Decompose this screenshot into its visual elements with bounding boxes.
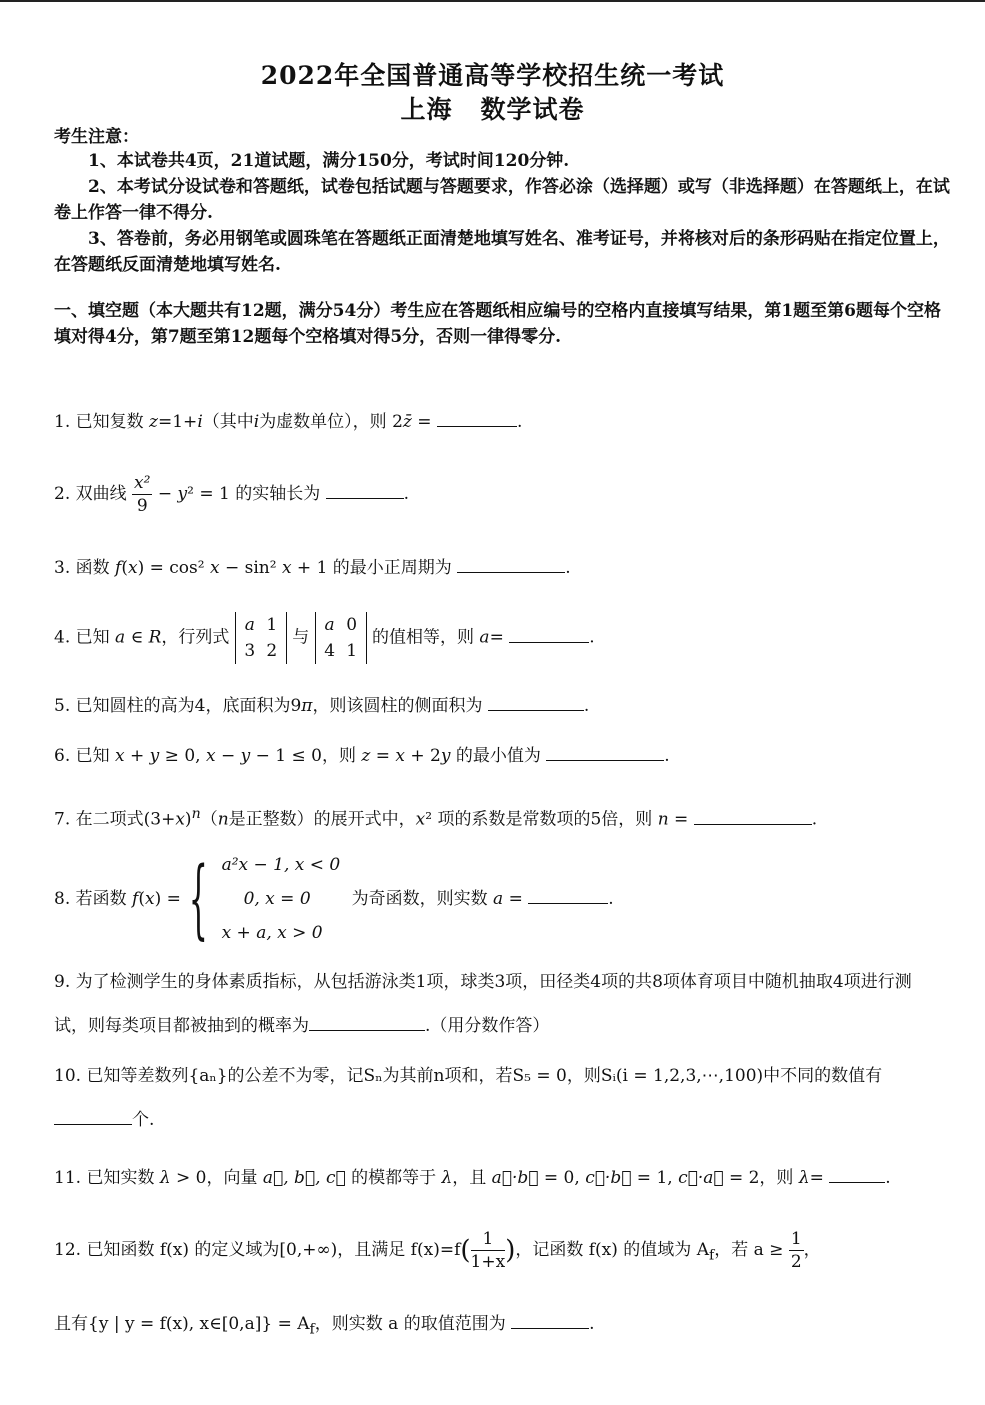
section-1-heading: 一、填空题（本大题共有12题，满分54分）考生应在答题纸相应编号的空格内直接填写结果，第1题至第6题每个空格填对得4分，第7题至第12题每个空格填对得5分，否则一律得零分. — [54, 301, 941, 347]
determinant-1: a 1 3 2 — [235, 612, 287, 664]
answer-blank-1[interactable] — [437, 408, 517, 427]
question-12-line-2: 且有{y | y = f(x), x∈[0,a]} = $A_f$，则实数 a 的取值范围为 . — [54, 1310, 954, 1343]
answer-blank-4[interactable] — [509, 624, 589, 643]
fraction-1-over-2: $\frac{1}{2}$ — [790, 1229, 802, 1272]
top-rule — [0, 0, 985, 2]
answer-blank-2[interactable] — [326, 480, 404, 499]
left-brace: { — [188, 849, 208, 949]
answer-blank-8[interactable] — [528, 885, 608, 904]
question-2: 2. 双曲线 $\frac{\text{x²}}{9}$ − y² = 1 的实轴长为 . — [54, 473, 410, 516]
question-12-line-1: 12. 已知函数 f(x) 的定义域为[0,+∞)，且满足 f(x)=f( $\frac{1}{1+x}$ )，记函数 f(x) 的值域为 $A_f$，若 a ≥ $\frac{1}{2}$ ， — [54, 1229, 821, 1272]
answer-blank-6[interactable] — [546, 742, 664, 761]
notice-item-2: 2、本考试分设试卷和答题纸，试卷包括试题与答题要求，作答必涂（选择题）或写（非选择题）在答题纸上，在试卷上作答一律不得分. — [54, 177, 950, 223]
question-8: 8. 若函数 f(x) ={ a²x − 1, x < 0 0, x = 0 x + a, x > 0 为奇函数，则实数 a = . — [54, 849, 614, 949]
question-9: 9. 为了检测学生的身体素质指标，从包括游泳类1项，球类3项，田径类4项的共8项体育项目中随机抽取4项进行测试，则每类项目都被抽到的概率为 .（用分数作答） — [54, 972, 912, 1036]
exam-title: 2022年全国普通高等学校招生统一考试 — [260, 61, 725, 90]
subject-label: 数学试卷 — [480, 95, 585, 124]
region-label: 上海 — [400, 95, 453, 124]
question-5: 5. 已知圆柱的高为4，底面积为9π，则该圆柱的侧面积为 . — [54, 692, 954, 720]
question-11: 11. 已知实数 λ > 0，向量 a⃗, b⃗, c⃗ 的模都等于 λ，且 a⃗·b⃗ = 0, c⃗·b⃗ = 1, c⃗·a⃗ = 2，则 λ= . — [54, 1164, 954, 1192]
determinant-2: a 0 4 1 — [315, 612, 367, 664]
exam-subtitle — [0, 90, 985, 126]
question-10: 10. 已知等差数列{aₙ}的公差不为零，记Sₙ为其前n项和，若S₅ = 0，则Sᵢ(i = 1,2,3,⋯,100)中不同的数值有个. — [54, 1066, 883, 1130]
answer-blank-9[interactable] — [309, 1012, 425, 1031]
piecewise-definition: a²x − 1, x < 0 0, x = 0 x + a, x > 0 — [221, 855, 341, 943]
question-4: 4. 已知 a ∈ R，行列式 a 1 3 2 与 a 0 4 1 的值相等，则 a= . — [54, 612, 954, 664]
question-3: 3. 函数 f(x) = cos² x − sin² x + 1 的最小正周期为 . — [54, 554, 954, 582]
question-7: 7. 在二项式$(3+x)^n(n$是正整数）的展开式中，x² 项的系数是常数项的5倍，则 n = . — [54, 806, 818, 830]
answer-blank-12[interactable] — [511, 1310, 589, 1329]
fraction-1-over-1-plus-x: $\frac{1}{1+x}$ — [470, 1229, 506, 1272]
question-6: 6. 已知 x + y ≥ 0, x − y − 1 ≤ 0，则 z = x + 2y 的最小值为 . — [54, 742, 954, 770]
answer-blank-7[interactable] — [694, 806, 812, 825]
notice-heading: 考生注意： — [54, 127, 139, 147]
notice-item-3: 3、答卷前，务必用钢笔或圆珠笔在答题纸正面清楚地填写姓名、准考证号，并将核对后的条形码贴在指定位置上，在答题纸反面清楚地填写姓名. — [54, 229, 950, 275]
question-1: 1. 已知复数 z=1+i（其中i为虚数单位），则 2z̄ = . — [54, 408, 954, 436]
fraction-x2-over-9: $\frac{\text{x²}}{9}$ — [134, 473, 151, 516]
answer-blank-10[interactable] — [54, 1106, 132, 1125]
answer-blank-5[interactable] — [488, 692, 584, 711]
answer-blank-3[interactable] — [457, 554, 565, 573]
answer-blank-11[interactable] — [829, 1164, 885, 1183]
notice-item-1: 1、本试卷共4页，21道试题，满分150分，考试时间120分钟. — [88, 151, 570, 171]
